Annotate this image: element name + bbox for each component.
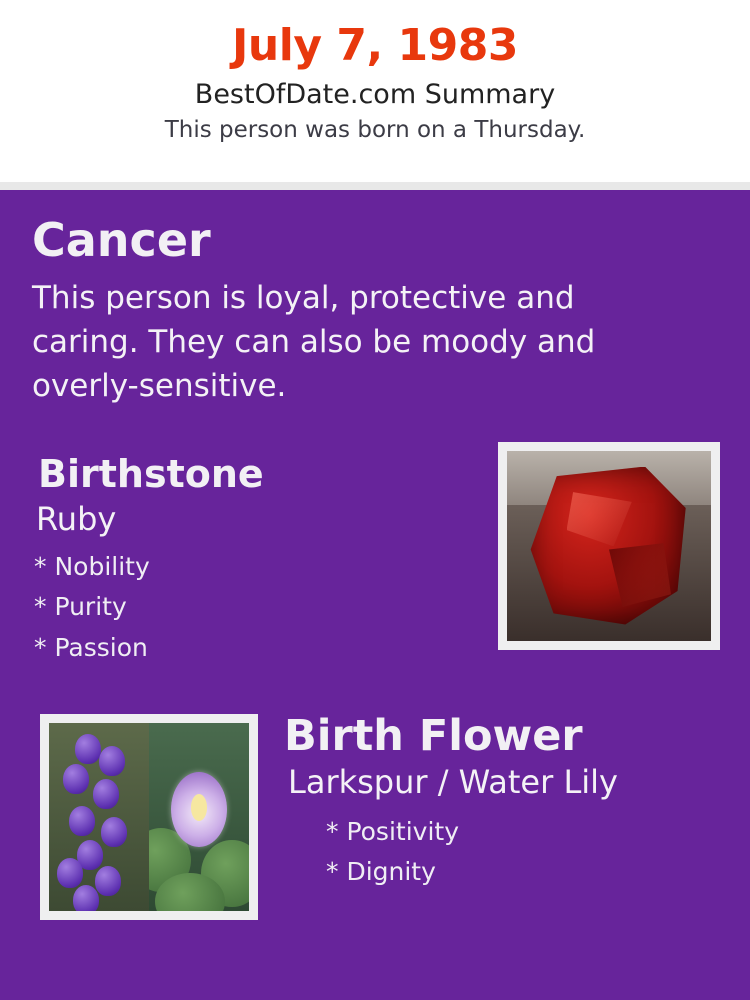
birthstone-trait: * Passion [34, 632, 148, 662]
larkspur-image [49, 723, 149, 911]
ruby-facet-shadow [609, 543, 671, 607]
birth-flower-image [49, 723, 249, 911]
page-title: July 7, 1983 [232, 20, 518, 71]
born-on-text: This person was born on a Thursday. [164, 117, 586, 144]
ruby-facet-highlight [567, 492, 632, 546]
zodiac-section [32, 213, 718, 408]
birthstone-section [32, 454, 718, 668]
birthstone-title: Birthstone [38, 452, 264, 497]
birth-flower-trait: * Dignity [326, 856, 436, 886]
ruby-image [507, 451, 711, 641]
birth-flower-title: Birth Flower [284, 711, 583, 762]
site-summary-label: BestOfDate.com Summary [194, 79, 556, 111]
birth-flower-name: Larkspur / Water Lily [288, 763, 618, 802]
zodiac-description: This person is loyal, protective and caring. They can also be moody and overly-sensitive. [32, 280, 596, 405]
birth-flower-trait: * Positivity [326, 816, 459, 846]
birth-flower-section [32, 711, 718, 929]
birth-flower-text [284, 711, 718, 892]
lily-center-shape [191, 794, 207, 820]
birthstone-photo-frame [498, 442, 720, 650]
birthstone-trait: * Purity [34, 592, 127, 622]
water-lily-image [149, 723, 249, 911]
birth-flower-photo-frame [40, 714, 258, 920]
zodiac-sign-name: Cancer [32, 213, 211, 267]
header-divider [0, 182, 750, 190]
birthstone-trait: * Nobility [34, 551, 150, 581]
details-panel [0, 190, 750, 1000]
page-header [0, 0, 750, 182]
birthstone-name: Ruby [36, 500, 117, 539]
